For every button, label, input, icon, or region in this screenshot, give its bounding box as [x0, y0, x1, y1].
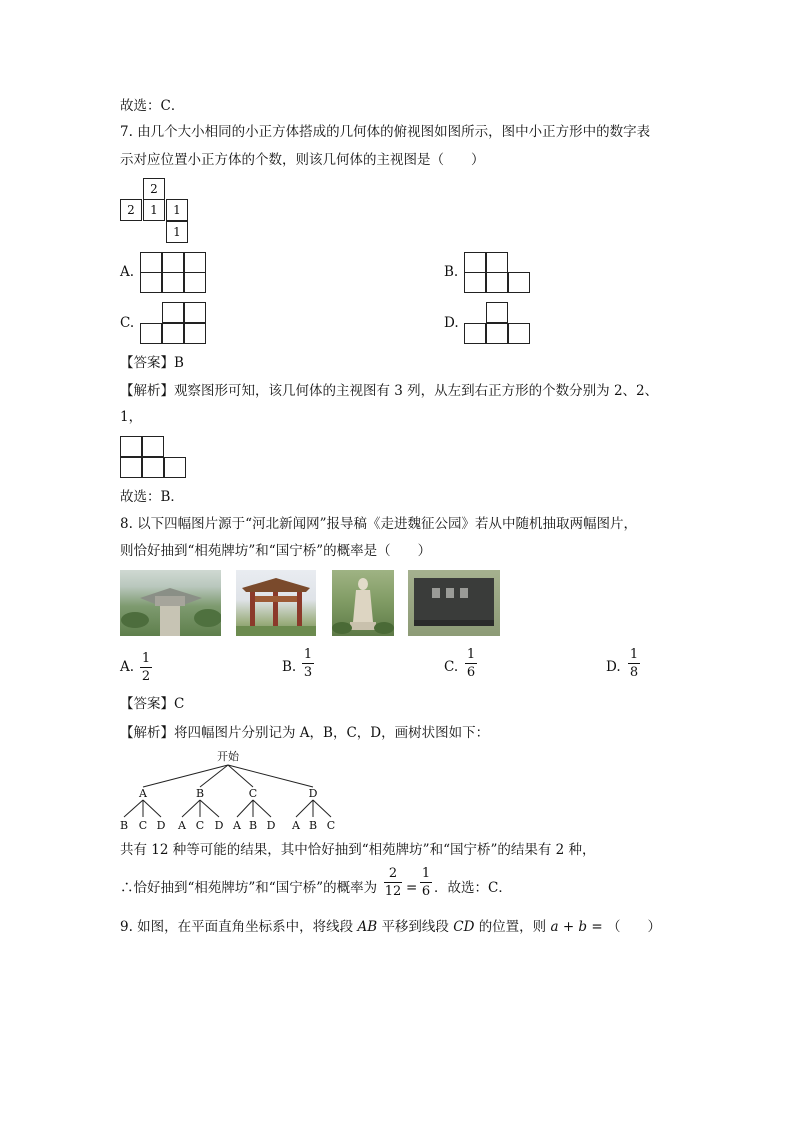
tree-leaf: C	[138, 819, 148, 832]
q7-stem-line2: 示对应位置小正方体的个数，则该几何体的主视图是（ ）	[120, 152, 485, 168]
q7-stem-line1: 7. 由几个大小相同的小正方体搭成的几何体的俯视图如图所示，图中小正方形中的数字表	[120, 124, 651, 140]
photo-park-aerial	[120, 570, 221, 636]
tree-node-b: B	[195, 787, 205, 800]
q9-segment-ab: AB	[357, 919, 378, 935]
photo-stone-tablet	[408, 570, 500, 636]
q8-probability-prefix: ∴恰好抽到“相苑牌坊”和“国宁桥”的概率为	[120, 880, 378, 896]
tree-leaf: B	[308, 819, 318, 832]
q8-option-a-fraction	[140, 651, 152, 684]
fraction-numerator: 1	[141, 651, 151, 666]
fraction-numerator: 2	[388, 866, 398, 881]
q7-option-d-label: D.	[444, 315, 459, 331]
fraction-denominator: 12	[384, 884, 402, 899]
q8-analysis: 【解析】将四幅图片分别记为 A，B，C，D，画树状图如下：	[120, 725, 490, 741]
tree-node-a: A	[139, 787, 147, 800]
photo-memorial-archway	[236, 570, 316, 636]
tree-leaf: D	[156, 819, 166, 832]
q8-option-d-label: D.	[606, 659, 621, 675]
tree-leaf: B	[248, 819, 258, 832]
q9-stem	[120, 918, 661, 936]
q9-stem-prefix: 9. 如图，在平面直角坐标系中，将线段	[120, 919, 354, 935]
q8-probability-fraction-2	[420, 866, 432, 899]
top-view-cell-r3: 1	[166, 199, 188, 221]
tree-leaf: D	[214, 819, 224, 832]
q8-option-d-fraction	[628, 647, 640, 680]
tree-root: 开始	[217, 750, 239, 763]
tree-leaf: C	[195, 819, 205, 832]
fraction-denominator: 8	[629, 665, 639, 680]
q8-result-line: 共有 12 种等可能的结果，其中恰好抽到“相苑牌坊”和“国宁桥”的结果有 2 种，	[120, 842, 596, 858]
top-view-cell-r2: 1	[143, 199, 165, 221]
q8-option-b-label: B.	[282, 659, 297, 675]
q8-stem-line1: 8. 以下四幅图片源于“河北新闻网”报导稿《走进魏征公园》若从中随机抽取两幅图片，	[120, 516, 637, 532]
q9-stem-mid: 平移到线段	[381, 919, 449, 935]
q7-analysis-line1: 【解析】观察图形可知，该几何体的主视图有 3 列，从左到右正方形的个数分别为 2、2、	[120, 383, 659, 399]
fraction-denominator: 6	[466, 665, 476, 680]
fraction-denominator: 3	[303, 665, 313, 680]
q8-tree-diagram	[110, 745, 350, 835]
fraction-denominator: 6	[421, 884, 431, 899]
top-view-cell-r1: 2	[120, 199, 142, 221]
tree-leaf: A	[233, 819, 241, 832]
tree-leaf: D	[266, 819, 276, 832]
q8-option-c-label: C.	[444, 659, 459, 675]
tree-leaf: A	[178, 819, 186, 832]
tree-node-d: D	[308, 787, 318, 800]
top-view-cell-bottom: 1	[166, 221, 188, 243]
q8-probability-fraction-1	[384, 866, 402, 899]
q9-stem-suffix: （ ）	[606, 919, 661, 935]
q7-answer: 【答案】B	[120, 355, 184, 371]
q8-stem-line2: 则恰好抽到“相苑牌坊”和“国宁桥”的概率是（ ）	[120, 543, 432, 559]
q8-probability-suffix: ．故选：C．	[434, 880, 512, 896]
photo-statue	[332, 570, 394, 636]
fraction-numerator: 1	[303, 647, 313, 662]
q6-conclusion: 故选：C．	[120, 98, 185, 114]
tree-leaf: B	[119, 819, 129, 832]
top-view-cell-top: 2	[143, 178, 165, 200]
q9-expression: a + b =	[550, 919, 603, 935]
tree-node-c: C	[248, 787, 258, 800]
fraction-denominator: 2	[141, 669, 151, 684]
fraction-numerator: 1	[421, 866, 431, 881]
fraction-numerator: 1	[629, 647, 639, 662]
q7-option-c-label: C.	[120, 315, 135, 331]
fraction-numerator: 1	[466, 647, 476, 662]
q7-conclusion: 故选：B．	[120, 489, 184, 505]
q8-option-b-fraction	[302, 647, 314, 680]
q7-analysis-line2: 1，	[120, 409, 143, 425]
q8-option-a-label: A.	[120, 659, 135, 675]
q8-probability-equals: =	[406, 880, 418, 896]
q7-option-b-label: B.	[444, 264, 459, 280]
q9-stem-mid2: 的位置，则	[478, 919, 547, 935]
q8-option-c-fraction	[465, 647, 477, 680]
tree-leaf: C	[326, 819, 336, 832]
q7-option-a-label: A.	[120, 264, 135, 280]
q9-segment-cd: CD	[453, 919, 475, 935]
tree-leaf: A	[292, 819, 300, 832]
q8-answer: 【答案】C	[120, 696, 185, 712]
